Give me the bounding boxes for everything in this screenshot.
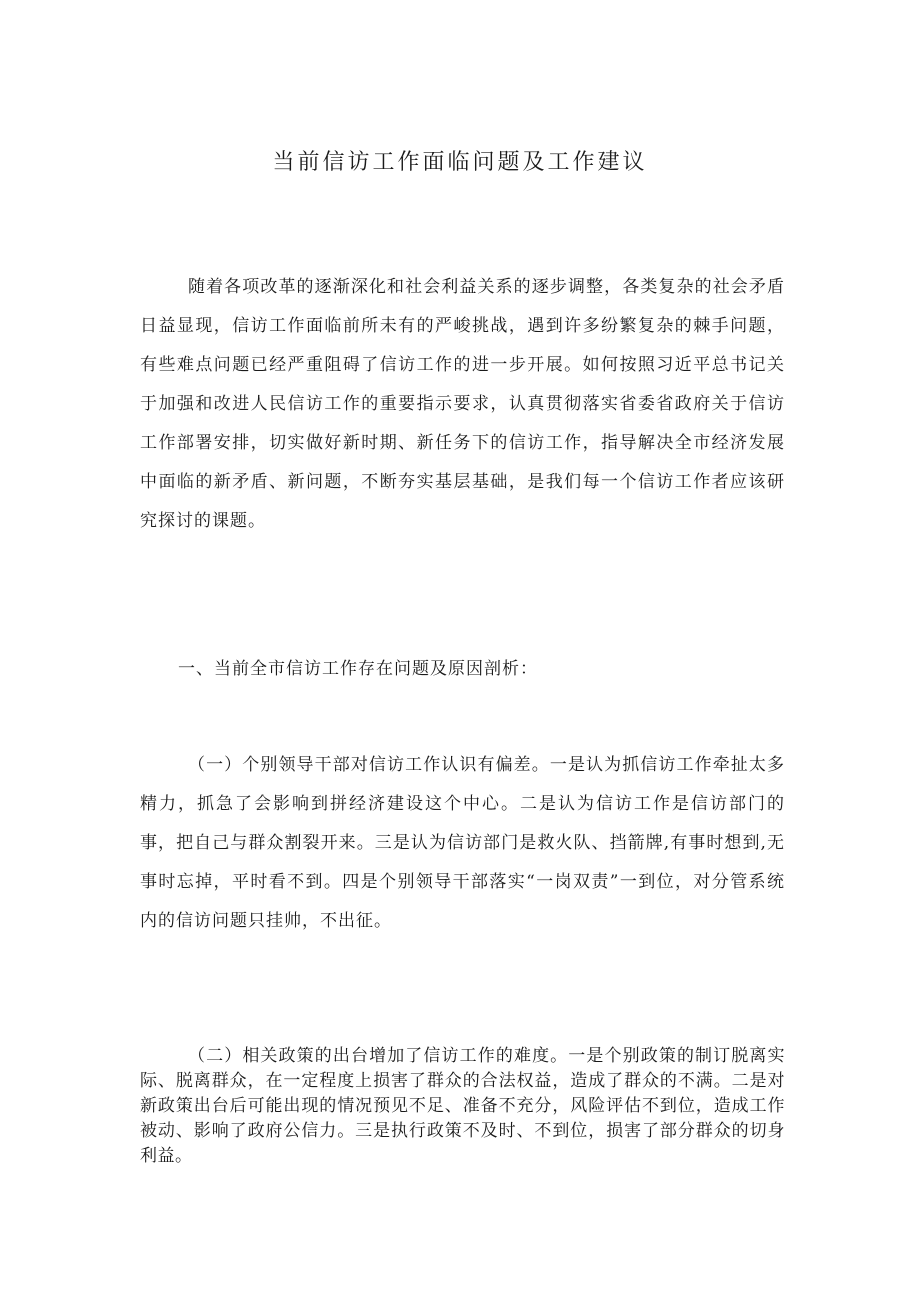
intro-paragraph: 随着各项改革的逐渐深化和社会利益关系的逐步调整，各类复杂的社会矛盾日益显现，信访工作面临前所未有的严峻挑战，遇到许多纷繁复杂的棘手问题，有些难点问题已经严重阻碍了信访工作的进一步开展。如何按照习近平总书记关于加强和改进人民信访工作的重要指示要求，认真贯彻落实省委省政府关于信访工作部署安排，切实做好新时期、新任务下的信访工作，指导解决全市经济发展中面临的新矛盾、新问题，不断夯实基层基础，是我们每一个信访工作者应该研究探讨的课题。 [140, 277, 785, 531]
item-paragraph-1: （一）个别领导干部对信访工作认识有偏差。一是认为抓信访工作牵扯太多精力，抓急了会影响到拼经济建设这个中心。二是认为信访工作是信访部门的事，把自己与群众割裂开来。三是认为信访部门是救火队、挡箭牌,有事时想到,无事时忘掉，平时看不到。四是个别领导干部落实“一岗双责”一到位，对分管系统内的信访问题只挂帅，不出征。 [140, 755, 785, 931]
item-paragraph-2: （二）相关政策的出台增加了信访工作的难度。一是个别政策的制订脱离实际、脱离群众，在一定程度上损害了群众的合法权益，造成了群众的不满。二是对新政策出台后可能出现的情况预见不足、准备不充分，风险评估不到位，造成工作被动、影响了政府公信力。三是执行政策不及时、不到位，损害了部分群众的切身利益。 [140, 1046, 785, 1166]
document-title: 当前信访工作面临问题及工作建议 [272, 150, 648, 175]
section-heading: 一、当前全市信访工作存在问题及原因剖析： [178, 659, 538, 679]
